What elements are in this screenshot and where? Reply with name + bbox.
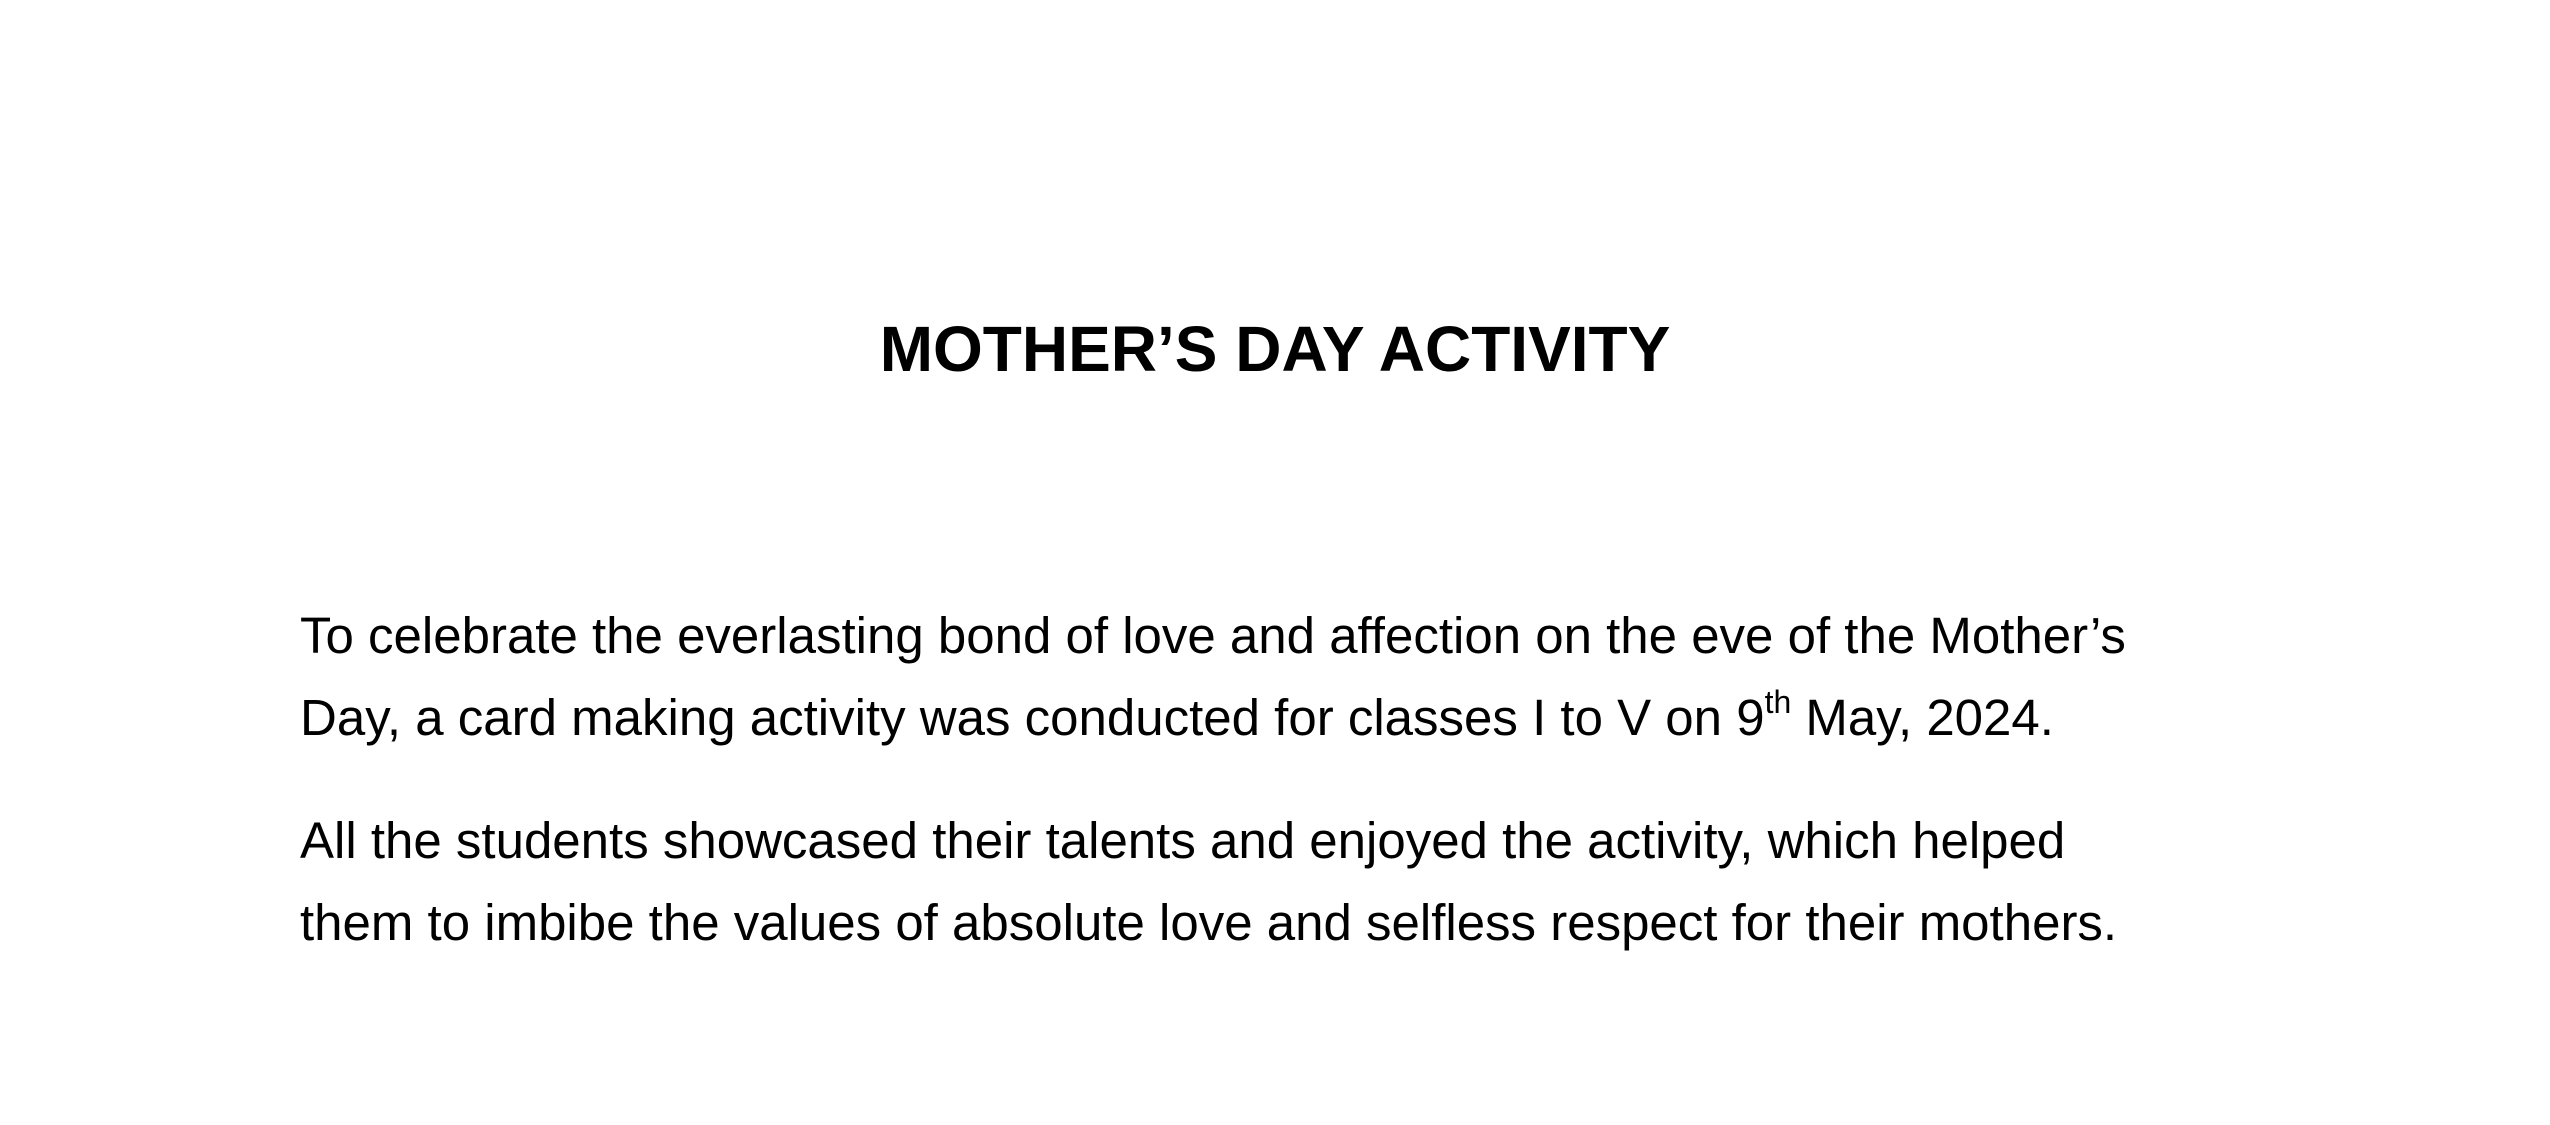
paragraph-intro-line-2-text: Day, a card making activity was conducted for classes I to V on 9 <box>300 689 1765 746</box>
paragraph-intro-line-2-date: May, 2024. <box>1791 689 2054 746</box>
page-title: MOTHER’S DAY ACTIVITY <box>879 313 1671 385</box>
paragraph-intro-line-1: To celebrate the everlasting bond of love and affection on the eve of the Mother’s <box>300 607 2126 664</box>
paragraph-intro <box>300 595 2300 759</box>
paragraph-outcome-line-2: them to imbibe the values of absolute love and selfless respect for their mothers. <box>300 894 2118 951</box>
ordinal-suffix: th <box>1764 684 1792 720</box>
paragraph-outcome <box>300 800 2300 964</box>
paragraph-intro-line-2 <box>300 677 2300 759</box>
paragraph-outcome-line-1: All the students showcased their talents and enjoyed the activity, which helped <box>300 812 2066 869</box>
